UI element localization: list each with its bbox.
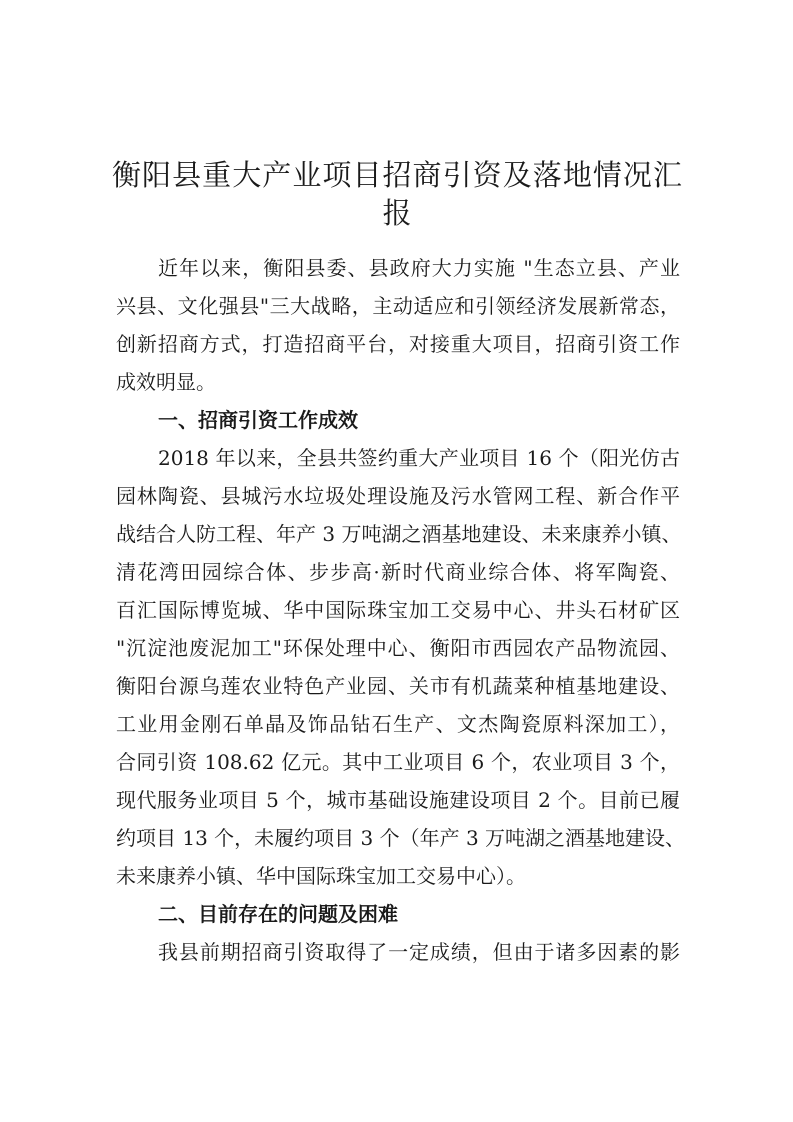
- section-1-line: 百汇国际博览城、华中国际珠宝加工交易中心、井头石材矿区: [116, 598, 680, 622]
- section-1-line: 2018 年以来，全县共签约重大产业项目 16 个（阳光仿古: [158, 446, 680, 470]
- section-2-heading: 二、目前存在的问题及困难: [158, 902, 398, 926]
- section-1-heading: 一、招商引资工作成效: [158, 408, 358, 432]
- intro-line: 兴县、文化强县"三大战略，主动适应和引领经济发展新常态，: [116, 294, 680, 318]
- section-1-line: 园林陶瓷、县城污水垃圾处理设施及污水管网工程、新合作平: [116, 484, 680, 508]
- section-1-line: 清花湾田园综合体、步步高·新时代商业综合体、将军陶瓷、: [116, 560, 680, 584]
- section-1-line: "沉淀池废泥加工"环保处理中心、衡阳市西园农产品物流园、: [116, 636, 680, 660]
- document-title-line-1: 衡阳县重大产业项目招商引资及落地情况汇: [112, 158, 682, 192]
- section-1-line: 战结合人防工程、年产 3 万吨湖之酒基地建设、未来康养小镇、: [116, 522, 682, 546]
- intro-line: 成效明显。: [116, 370, 216, 394]
- section-1-line: 工业用金刚石单晶及饰品钻石生产、文杰陶瓷原料深加工），: [116, 712, 680, 736]
- section-1-line: 约项目 13 个，未履约项目 3 个（年产 3 万吨湖之酒基地建设、: [116, 826, 686, 850]
- intro-line: 创新招商方式，打造招商平台，对接重大项目，招商引资工作: [116, 332, 680, 356]
- intro-line: 近年以来，衡阳县委、县政府大力实施 "生态立县、产业: [158, 256, 680, 280]
- section-1-line: 合同引资 108.62 亿元。其中工业项目 6 个，农业项目 3 个，: [116, 750, 680, 774]
- document-title-line-2: 报: [382, 196, 412, 230]
- section-2-line: 我县前期招商引资取得了一定成绩，但由于诸多因素的影: [158, 940, 680, 964]
- section-1-line: 现代服务业项目 5 个，城市基础设施建设项目 2 个。目前已履: [116, 788, 680, 812]
- section-1-line: 未来康养小镇、华中国际珠宝加工交易中心）。: [116, 864, 526, 888]
- section-1-line: 衡阳台源乌莲农业特色产业园、关市有机蔬菜种植基地建设、: [116, 674, 680, 698]
